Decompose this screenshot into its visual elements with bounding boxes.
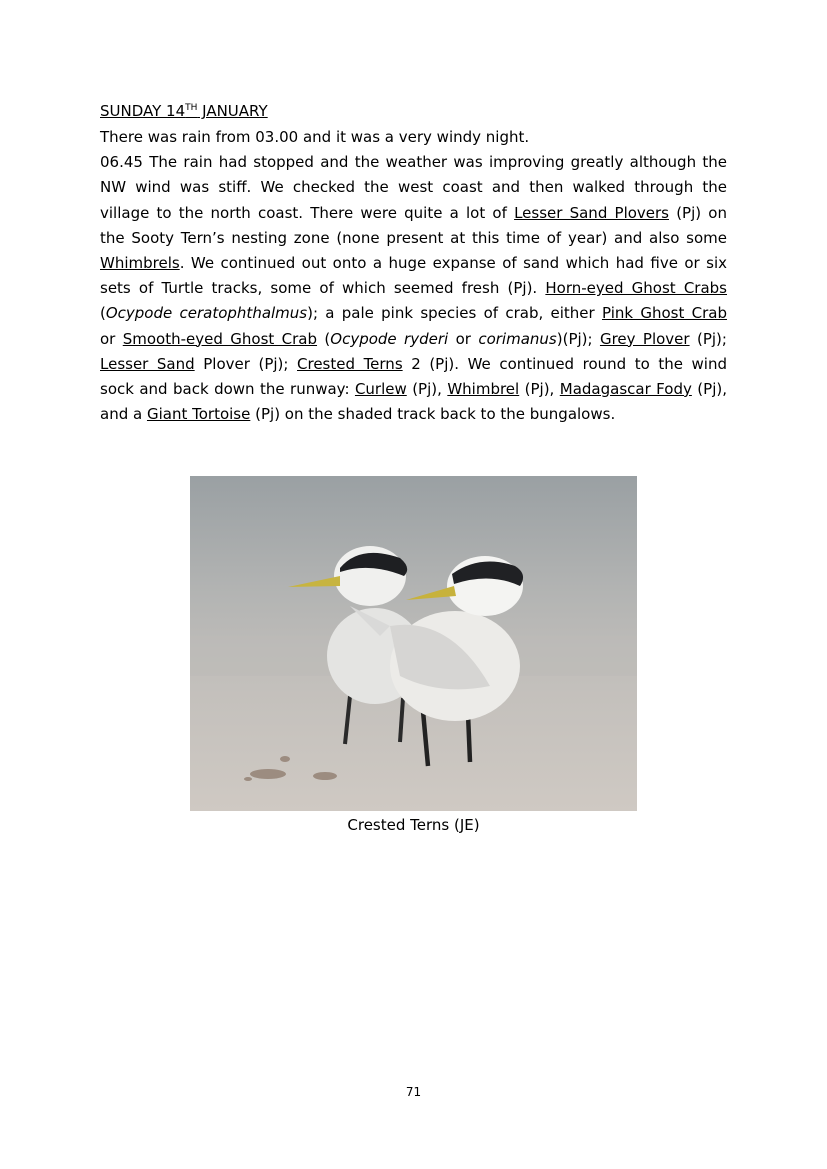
species-horn-eyed-ghost-crabs: Horn-eyed Ghost Crabs: [545, 279, 727, 298]
species-madagascar-fody: Madagascar Fody: [559, 379, 692, 398]
text-line: the Sooty Tern’s nesting zone (none present at this time of year) and also some: [100, 228, 727, 247]
text-line: Lesser Sand Plover (Pj); Crested Terns 2 (Pj). We continued round to the wind: [100, 354, 728, 373]
species-whimbrels: Whimbrels: [100, 253, 180, 272]
text-line: Whimbrels. We continued out onto a huge expanse of sand which had five or six: [100, 253, 727, 272]
latin-name: corimanus: [478, 329, 557, 348]
date-heading: SUNDAY 14TH JANUARY: [100, 102, 268, 120]
species-crested-terns: Crested Terns: [297, 354, 403, 373]
crested-terns-photo: [190, 476, 637, 811]
text-line: village to the north coast. There were quite a lot of Lesser Sand Plovers (Pj) on: [100, 203, 727, 222]
text-line: 06.45 The rain had stopped and the weather was improving greatly although the: [100, 153, 727, 172]
species-giant-tortoise: Giant Tortoise: [146, 405, 251, 424]
species-lesser-sand-plovers: Lesser Sand Plovers: [514, 203, 669, 222]
rain-note: There was rain from 03.00 and it was a very windy night.: [100, 128, 530, 146]
species-lesser-sand-plover: Lesser Sand: [100, 354, 195, 373]
text-line: sock and back down the runway: Curlew (Pj), Whimbrel (Pj), Madagascar Fody (Pj),: [100, 379, 727, 398]
species-whimbrel: Whimbrel: [447, 379, 520, 398]
species-curlew: Curlew: [354, 379, 407, 398]
species-pink-ghost-crab: Pink Ghost Crab: [602, 304, 727, 323]
latin-name: Ocypode ceratophthalmus: [105, 304, 308, 323]
latin-name: Ocypode ryderi: [330, 329, 449, 348]
text-line: NW wind was stiff. We checked the west coast and then walked through the: [100, 178, 727, 197]
text-line: or Smooth-eyed Ghost Crab (Ocypode ryderi or corimanus)(Pj); Grey Plover (Pj);: [100, 329, 727, 348]
text-line: (Ocypode ceratophthalmus); a pale pink species of crab, either Pink Ghost Crab: [100, 304, 727, 323]
species-smooth-eyed-ghost-crab: Smooth-eyed Ghost Crab: [122, 329, 318, 348]
diary-entry: [100, 125, 727, 427]
text-line: and a Giant Tortoise (Pj) on the shaded track back to the bungalows.: [100, 405, 616, 424]
page-number: 71: [405, 1085, 422, 1099]
text-line: sets of Turtle tracks, some of which seemed fresh (Pj). Horn-eyed Ghost Crabs: [100, 279, 727, 298]
species-grey-plover: Grey Plover: [599, 329, 690, 348]
tern-illustration: [190, 476, 637, 811]
photo-caption: Crested Terns (JE): [347, 816, 480, 834]
